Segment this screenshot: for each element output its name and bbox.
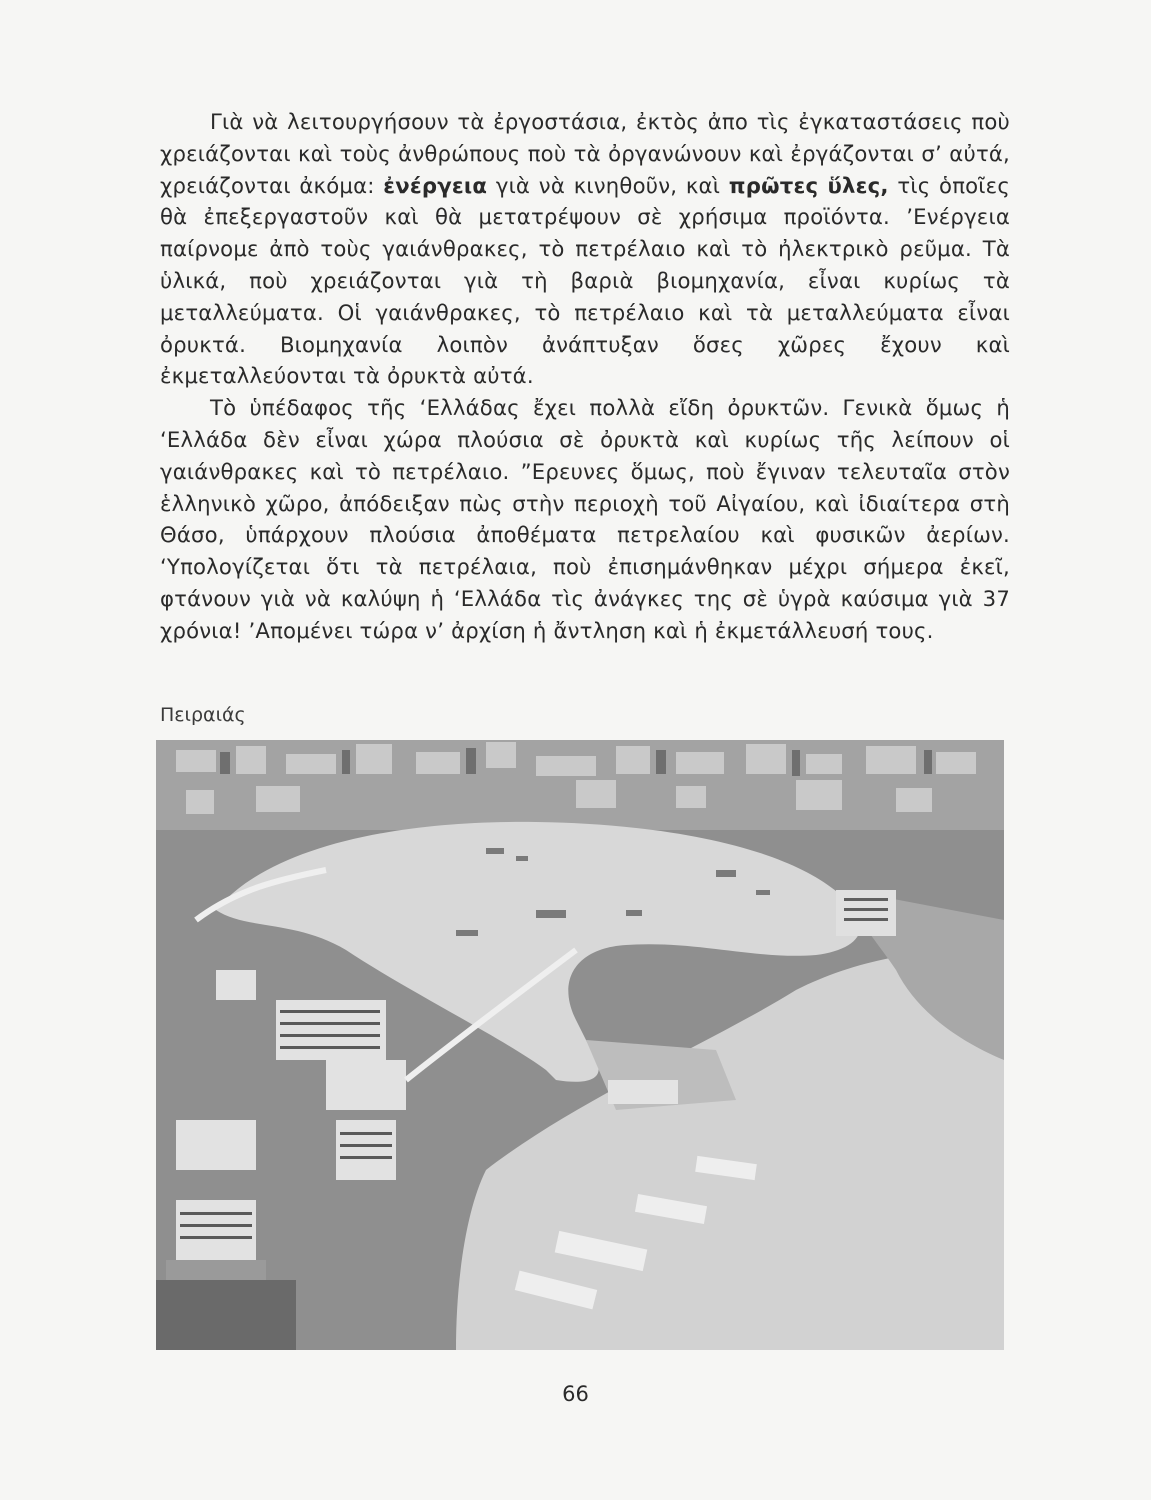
term-raw-materials: πρῶτες ὕλες, xyxy=(728,172,889,198)
paragraph-energy xyxy=(160,106,1010,392)
photo-caption: Πειραιάς xyxy=(160,704,246,726)
body-text xyxy=(160,106,1010,647)
term-energy: ἐνέργεια xyxy=(383,172,488,198)
harbor-aerial-photo xyxy=(156,740,1004,1350)
paragraph-segment: Γιὰ νὰ λειτουργήσουν τὰ ἐργοστάσια, ἐκτὸς ἀπο τὶς ἐγκαταστάσεις ποὺ χρειάζονται καὶ τοὺς ἀνθρώπους ποὺ τὰ ὀργανώνουν καὶ ἐργάζονται σ’ αὐτά, χρειάζονται ἀκόμα: xyxy=(160,109,1010,198)
paragraph-segment: τὶς ὁποῖες θὰ ἐπεξεργαστοῦν καὶ θὰ μετατρέψουν σὲ χρήσιμα προϊόντα. ’Ενέργεια παίρνομε ἀπὸ τοὺς γαιάνθρακες, τὸ πετρέλαιο καὶ τὸ ἠλεκτρικὸ ρεῦμα. Τὰ ὑλικά, ποὺ χρειάζονται γιὰ τὴ βαριὰ βιομηχανία, εἶναι κυρίως τὰ μεταλλεύματα. Οἱ γαιάνθρακες, τὸ πετρέλαιο καὶ τὰ μεταλλεύματα εἶναι ὀρυκτά. Βιομηχανία λοιπὸν ἀνάπτυξαν ὅσες χῶρες ἔχουν καὶ ἐκμεταλλεύονται τὰ ὀρυκτὰ αὐτά. xyxy=(160,172,1010,389)
paragraph-segment: Τὸ ὑπέδαφος τῆς ‘Ελλάδας ἔχει πολλὰ εἴδη ὀρυκτῶν. Γενικὰ ὅμως ἡ ‘Ελλάδα δὲν εἶναι χώρα πλούσια σὲ ὀρυκτὰ καὶ κυρίως τῆς λείπουν οἱ γαιάνθρακες καὶ τὸ πετρέλαιο. ”Ερευνες ὅμως, ποὺ ἔγιναν τελευταῖα στὸν ἑλληνικὸ χῶρο, ἀπόδειξαν πὼς στὴν περιοχὴ τοῦ Αἰγαίου, καὶ ἰδιαίτερα στὴ Θάσο, ὑπάρχουν πλούσια ἀποθέματα πετρελαίου καὶ φυσικῶν ἀερίων. ‘Υπολογίζεται ὅτι τὰ πετρέλαια, ποὺ ἐπισημάνθηκαν μέχρι σήμερα ἐκεῖ, φτάνουν γιὰ νὰ καλύψη ἡ ‘Ελλάδα τὶς ἀνάγκες της σὲ ὑγρὰ καύσιμα γιὰ 37 χρόνια! ’Απομένει τώρα ν’ ἀρχίση ἡ ἄντληση καὶ ἡ ἐκμετάλλευσή τους. xyxy=(160,395,1010,643)
paragraph-segment: γιὰ νὰ κινηθοῦν, καὶ xyxy=(487,172,729,198)
paragraph-greece-minerals xyxy=(160,392,1010,646)
page-number: 66 xyxy=(562,1382,589,1406)
